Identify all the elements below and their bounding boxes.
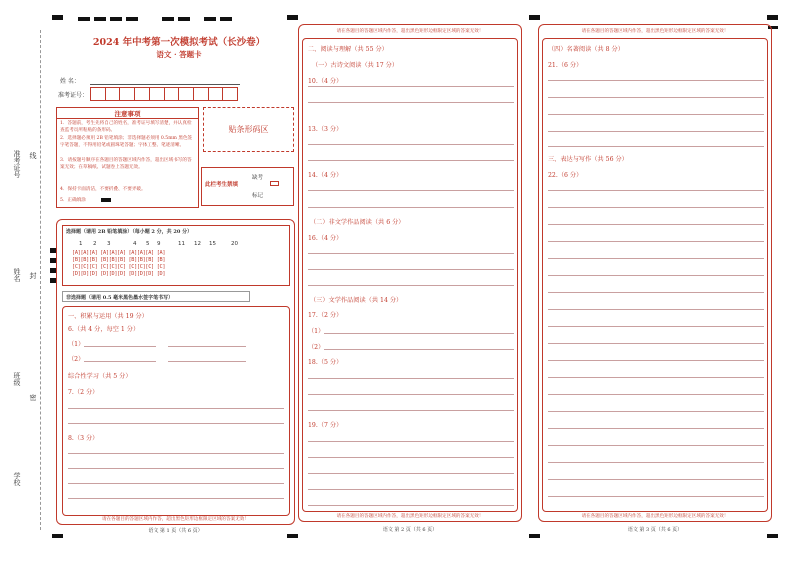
answer-line[interactable] — [308, 144, 514, 145]
name-label: 姓 名： — [60, 78, 80, 85]
answer-line[interactable] — [548, 97, 764, 98]
question-17-1: （1） — [308, 328, 325, 335]
registration-mark — [529, 534, 540, 538]
page-title: 2024 年中考第一次模拟考试（长沙卷） — [92, 37, 266, 48]
answer-line[interactable] — [68, 453, 284, 454]
exam-no-boxes[interactable] — [90, 87, 238, 101]
answer-line[interactable] — [168, 361, 246, 362]
answer-line[interactable] — [308, 394, 514, 395]
choice-number: 15 — [209, 241, 216, 247]
answer-line[interactable] — [308, 207, 514, 208]
question-6-2: （2） — [68, 356, 85, 363]
registration-mark — [767, 15, 778, 20]
answer-line[interactable] — [548, 411, 764, 412]
choice-number: 20 — [231, 241, 238, 247]
answer-line[interactable] — [84, 346, 156, 347]
answer-line[interactable] — [68, 483, 284, 484]
question-21: 21.（6 分） — [548, 62, 583, 69]
side-label-seal: 封 — [29, 272, 37, 279]
answer-line[interactable] — [308, 86, 514, 87]
answer-line[interactable] — [548, 445, 764, 446]
answer-line[interactable] — [548, 131, 764, 132]
warning-text: 请在各题目的答题区域内作答，超出黑色矩形边框限定区域的答案无效！ — [336, 29, 484, 34]
choice-number: 3 — [107, 241, 111, 247]
side-label-class: 班级 — [13, 372, 21, 386]
answer-line[interactable] — [308, 102, 514, 103]
warning-text: 请在各题目的答题区域内作答，超出黑色矩形边框限定区域的答案无效！ — [336, 514, 484, 519]
answer-line[interactable] — [84, 361, 156, 362]
absent-line1: 缺考 — [252, 175, 264, 181]
choice-option-row[interactable]: [B][B][B] [B][B][B] [B][B][B] [B] — [72, 257, 166, 263]
page-footer-2: 语文 第 2 页（共 6 页） — [382, 527, 438, 533]
answer-line[interactable] — [324, 333, 514, 334]
barcode-label: 贴条形码区 — [228, 125, 269, 134]
answer-line[interactable] — [548, 207, 764, 208]
question-13: 13.（3 分） — [308, 126, 343, 133]
warning-text: 请在各题目的答题区域内作答，超出黑色矩形边框限定区域的答案无效！ — [581, 514, 729, 519]
notice-title: 注意事项 — [114, 110, 141, 118]
binding-dashed-line — [40, 30, 41, 530]
exam-no-label: 准考证号： — [58, 92, 89, 99]
notice-item: 5．正确填涂 — [60, 198, 86, 203]
answer-line[interactable] — [308, 269, 514, 270]
answer-line[interactable] — [308, 505, 514, 506]
answer-line[interactable] — [548, 146, 764, 147]
side-label-secret: 密 — [29, 394, 37, 401]
registration-mark — [52, 534, 63, 538]
answer-line[interactable] — [548, 326, 764, 327]
notice-item: 2．选择题必须用 2B 铅笔填涂；非选择题必须用 0.5mm 黑色签字笔答题，不得用铅笔或圆珠笔答题；字体工整、笔迹清晰。 — [60, 136, 193, 148]
registration-mark — [204, 17, 216, 21]
page-subtitle: 语文 · 答题卡 — [156, 50, 202, 59]
notice-item: 1．答题前，考生先将自己的姓名，准考证号填写清楚，并认真检查监考员所粘贴的条形码。 — [60, 121, 192, 133]
question-7: 7.（2 分） — [68, 389, 99, 396]
answer-line[interactable] — [548, 377, 764, 378]
absent-label: 此栏考生禁填 — [205, 182, 239, 188]
name-field[interactable] — [90, 84, 240, 85]
choice-number: 1 — [79, 241, 83, 247]
answer-line[interactable] — [68, 408, 284, 409]
answer-line[interactable] — [548, 241, 764, 242]
answer-line[interactable] — [308, 285, 514, 286]
question-8: 8.（3 分） — [68, 435, 99, 442]
answer-line[interactable] — [308, 489, 514, 490]
sub3-heading: （三）文学作品阅读（共 14 分） — [310, 297, 403, 304]
side-label-exam-no: 准考证号 — [13, 150, 21, 178]
choice-number: 12 — [194, 241, 201, 247]
answer-line[interactable] — [308, 473, 514, 474]
answer-line[interactable] — [68, 498, 284, 499]
answer-line[interactable] — [68, 468, 284, 469]
choice-number: 9 — [157, 241, 161, 247]
registration-mark — [287, 534, 298, 538]
notice-item: 3．请按题号顺序在各题目的答题区域内作答，超出区域书写的答案无效；在草稿纸、试题卷上答题无效。 — [60, 158, 192, 170]
notice-item: 4．保持卡面清洁，不要折叠、不要弄破。 — [60, 187, 146, 192]
answer-line[interactable] — [548, 292, 764, 293]
answer-line[interactable] — [308, 253, 514, 254]
section1-panel — [62, 306, 290, 516]
registration-mark — [767, 534, 778, 538]
answer-line[interactable] — [548, 496, 764, 497]
answer-line[interactable] — [68, 423, 284, 424]
answer-line[interactable] — [548, 190, 764, 191]
choice-number: 4 — [133, 241, 137, 247]
question-10: 10.（4 分） — [308, 78, 343, 85]
question-6: 6.（共 4 分，每空 1 分） — [68, 326, 140, 333]
choice-number: 2 — [93, 241, 97, 247]
side-label-school: 学校 — [13, 472, 21, 486]
answer-line[interactable] — [548, 224, 764, 225]
question-18: 18.（5 分） — [308, 359, 343, 366]
answer-line[interactable] — [548, 309, 764, 310]
registration-mark — [110, 17, 122, 21]
sub1-heading: （一）古诗文阅读（共 17 分） — [312, 62, 399, 69]
question-17-2: （2） — [308, 344, 325, 351]
registration-mark — [178, 17, 190, 21]
warning-text: 请在各题目的答题区域内作答，超出黑色矩形边框限定区域的答案无效！ — [101, 517, 249, 522]
answer-line[interactable] — [308, 410, 514, 411]
side-label-line: 线 — [29, 152, 37, 159]
choice-option-row[interactable]: [D][D][D] [D][D][D] [D][D][D] [D] — [72, 271, 166, 277]
registration-mark — [94, 17, 106, 21]
answer-line[interactable] — [548, 462, 764, 463]
answer-line[interactable] — [308, 190, 514, 191]
absent-checkbox[interactable] — [270, 181, 279, 186]
section2-heading: 二、阅读与理解（共 55 分） — [308, 46, 388, 53]
registration-mark — [126, 17, 138, 21]
registration-mark — [287, 15, 298, 20]
side-label-name: 姓名 — [13, 268, 21, 282]
choice-number: 5 — [146, 241, 150, 247]
answer-line[interactable] — [324, 349, 514, 350]
registration-mark — [220, 17, 232, 21]
question-16: 16.（4 分） — [308, 235, 343, 242]
divider — [56, 118, 199, 119]
choice-option-row[interactable]: [C][C][C] [C][C][C] [C][C][C] [C] — [72, 264, 166, 270]
answer-line[interactable] — [548, 360, 764, 361]
answer-line[interactable] — [308, 160, 514, 161]
warning-text: 请在各题目的答题区域内作答，超出黑色矩形边框限定区域的答案无效！ — [581, 29, 729, 34]
page-footer-1: 语文 第 1 页（共 6 页） — [148, 528, 203, 534]
section3-heading: 三、表达与写作（共 56 分） — [548, 156, 628, 163]
registration-mark — [78, 17, 90, 21]
filled-sample — [101, 198, 111, 202]
answer-line[interactable] — [308, 378, 514, 379]
choice-title: 选择题（请用 2B 铅笔填涂）（每小题 2 分，共 20 分） — [66, 229, 193, 235]
page-footer-3: 语文 第 3 页（共 6 页） — [627, 527, 683, 533]
absent-line2: 标记 — [252, 193, 264, 199]
answer-line[interactable] — [548, 258, 764, 259]
section1-heading: 一、积累与运用（共 19 分） — [68, 313, 148, 320]
nonchoice-title: 非选择题（请用 0.5 毫米黑色墨水签字笔书写） — [66, 295, 174, 301]
question-19: 19.（7 分） — [308, 422, 343, 429]
choice-number: 11 — [178, 241, 185, 247]
question-17: 17.（2 分） — [308, 312, 343, 319]
answer-line[interactable] — [548, 479, 764, 480]
answer-line[interactable] — [168, 346, 246, 347]
choice-option-row[interactable]: [A][A][A] [A][A][A] [A][A][A] [A] — [72, 250, 166, 256]
registration-mark — [529, 15, 540, 20]
question-6-1: （1） — [68, 341, 85, 348]
sub2-heading: （二）非文学作品阅读（共 6 分） — [310, 219, 405, 226]
answer-line[interactable] — [548, 275, 764, 276]
question-22: 22.（6 分） — [548, 172, 583, 179]
question-14: 14.（4 分） — [308, 172, 343, 179]
answer-line[interactable] — [548, 428, 764, 429]
registration-mark — [52, 15, 63, 20]
answer-line[interactable] — [548, 80, 764, 81]
answer-line[interactable] — [308, 457, 514, 458]
answer-line[interactable] — [548, 343, 764, 344]
sub4-heading: （四）名著阅读（共 8 分） — [548, 46, 624, 53]
answer-line[interactable] — [308, 441, 514, 442]
zonghe-heading: 综合性学习（共 5 分） — [68, 373, 132, 380]
answer-line[interactable] — [548, 114, 764, 115]
answer-line[interactable] — [548, 394, 764, 395]
registration-mark — [162, 17, 174, 21]
